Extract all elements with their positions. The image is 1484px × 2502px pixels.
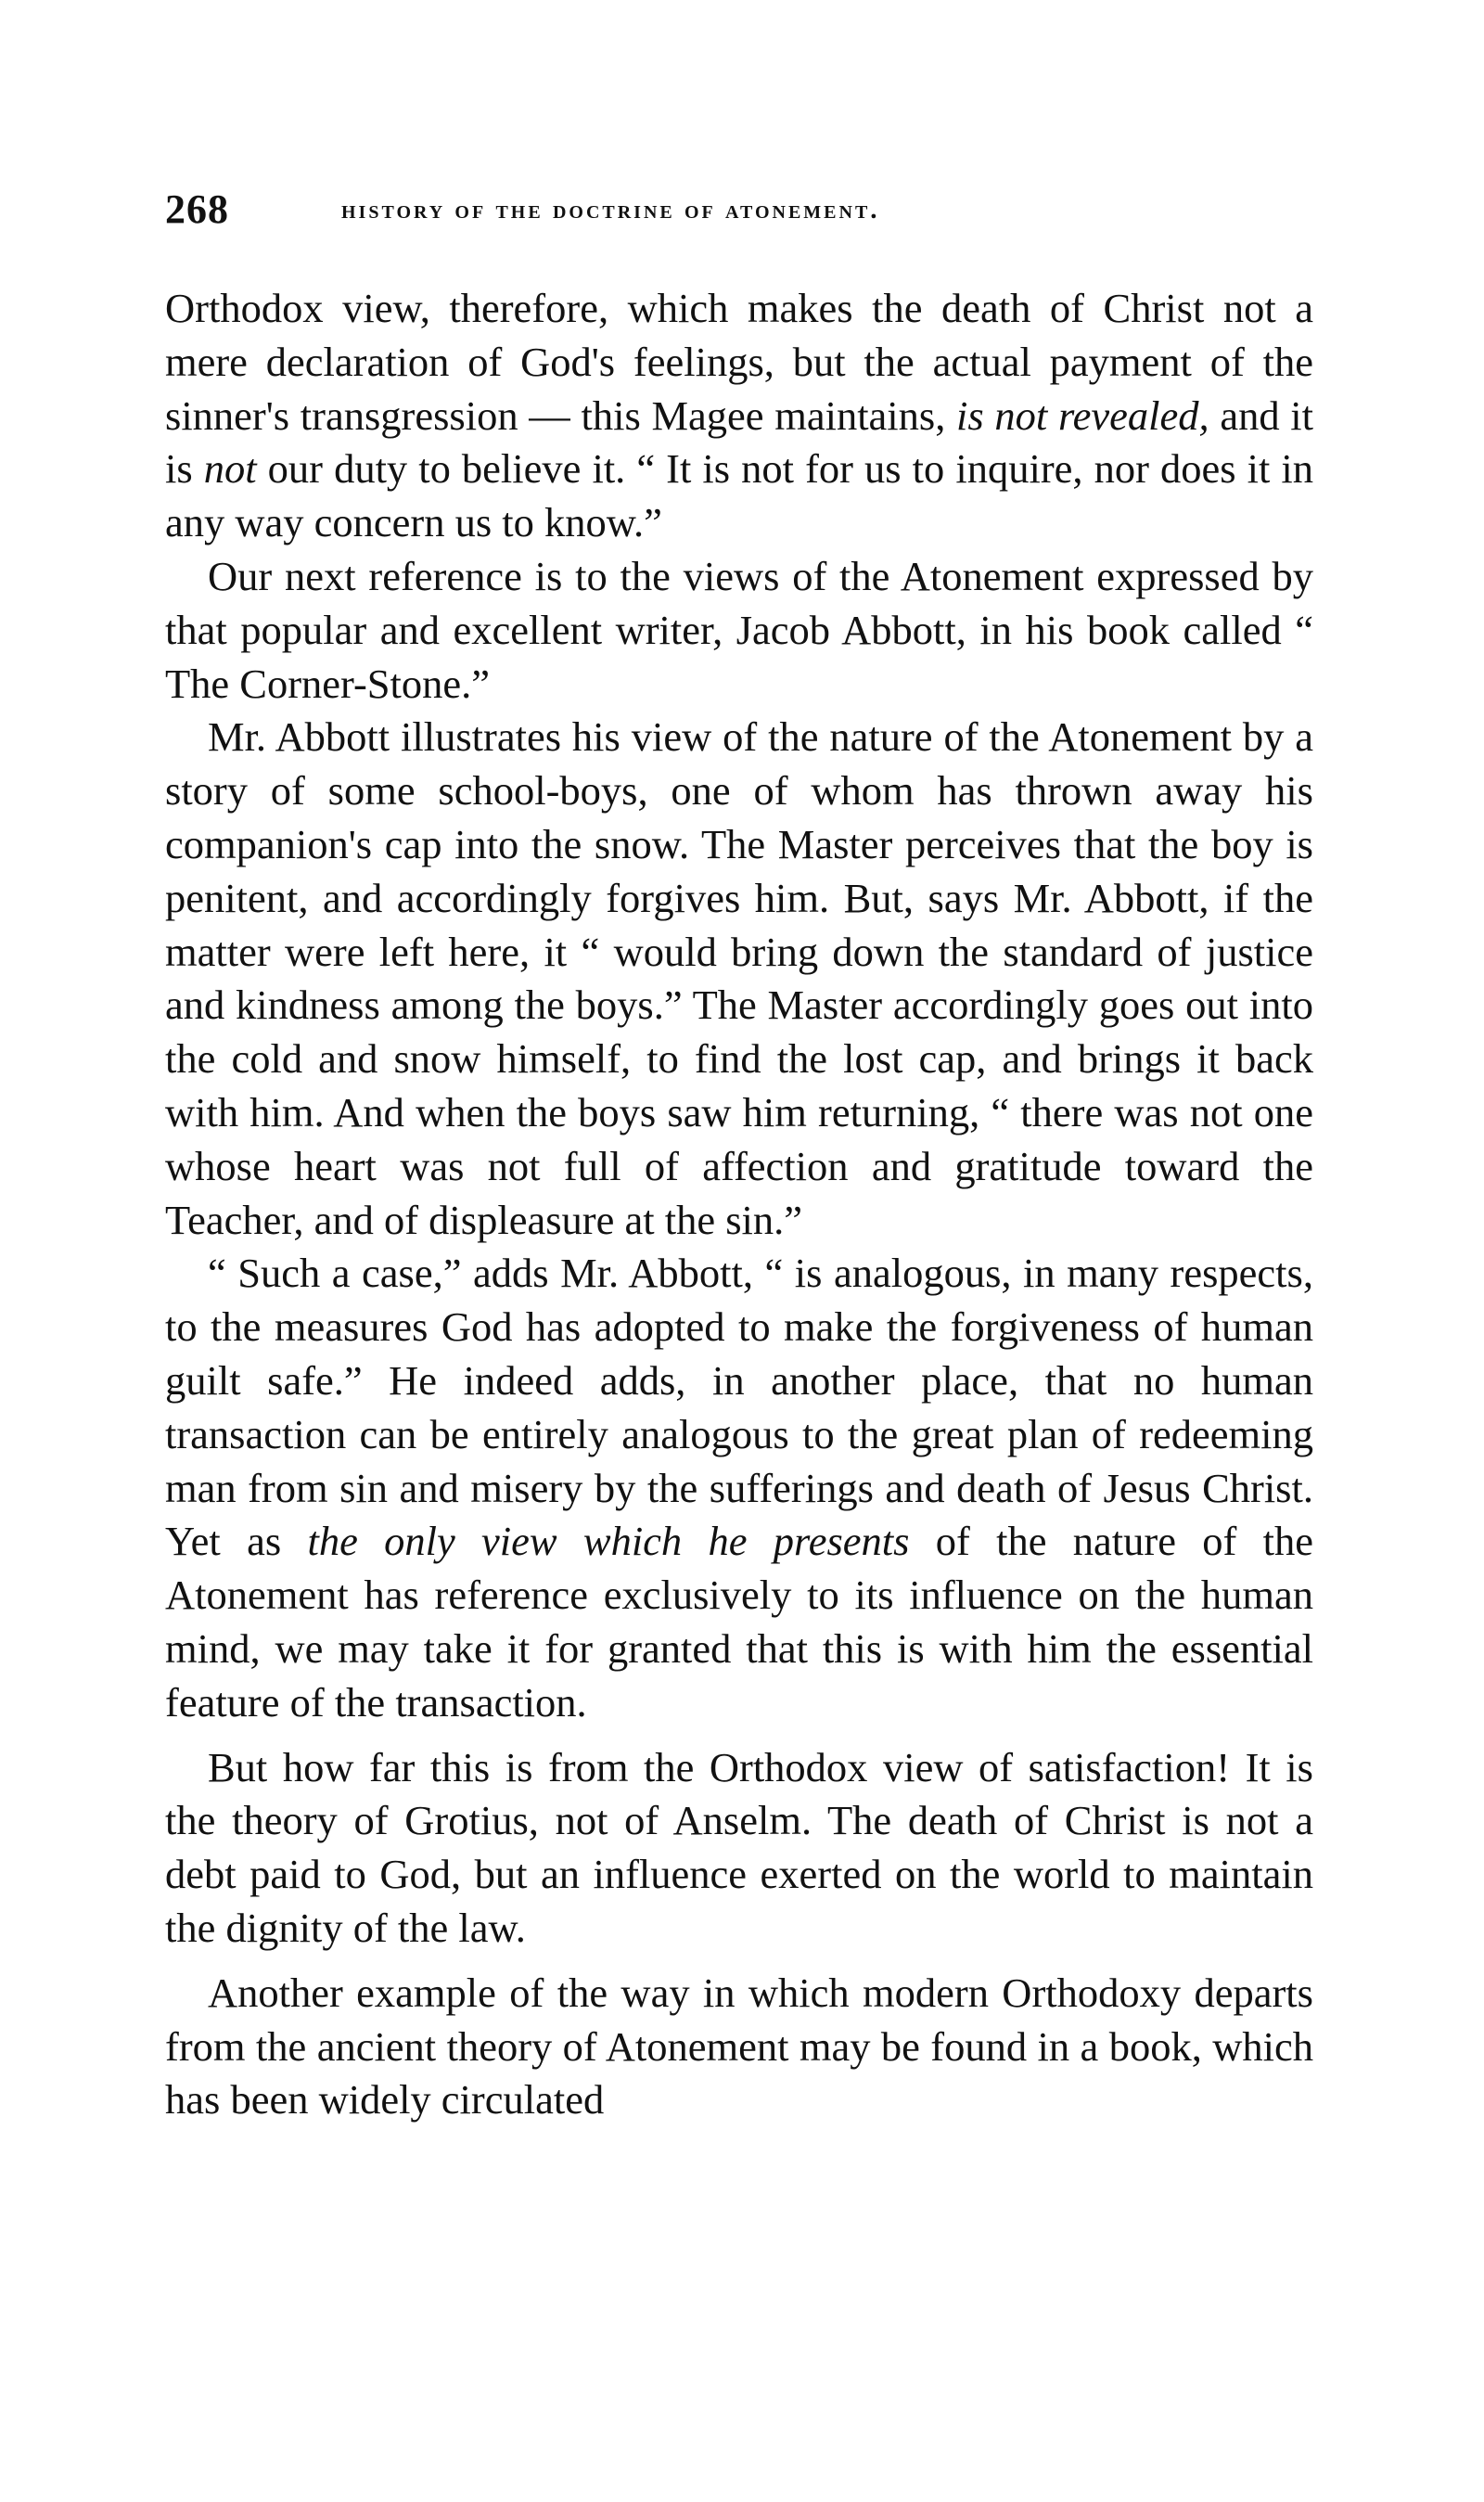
paragraph-2-text: Our next reference is to the views of the Atonement expressed by that popular and excellent writer, Jacob Abbott, in his book called “ The Corner-Stone.”: [165, 552, 1313, 707]
paragraph-4-italic: the only view which he presents: [307, 1518, 910, 1565]
page-header: [165, 186, 1324, 241]
paragraph-1-italic-b: not: [203, 445, 257, 493]
body-text: [165, 282, 1313, 2127]
paragraph-4: [165, 1247, 1313, 1729]
paragraph-5-text: But how far this is from the Orthodox view of satisfaction! It is the theory of Grotius, not of Anselm. The death of Christ is not a debt paid to God, but an influence exerted on the world to maintain the dignity of the law.: [165, 1743, 1313, 1951]
paragraph-1-text-a: Orthodox view, therefore, which makes the death of Christ not a mere declaration of God's feelings, but the actual payment of the sinner's transgression — this Magee maintains,: [165, 285, 1313, 439]
paragraph-6: [165, 1967, 1313, 2127]
paragraph-6-text: Another example of the way in which modern Orthodoxy departs from the ancient theory of Atonement may be found in a book, which has been widely circulated: [165, 1969, 1313, 2123]
paragraph-1-text-c: our duty to believe it. “ It is not for us to inquire, nor does it in any way concern us to know.”: [165, 445, 1313, 546]
paragraph-2: [165, 550, 1313, 711]
paragraph-3: [165, 711, 1313, 1247]
paragraph-1-italic-a: is not revealed,: [956, 391, 1209, 439]
paragraph-1-text-b: and it is: [165, 391, 1313, 493]
paragraph-4-text-a: “ Such a case,” adds Mr. Abbott, “ is analogous, in many respects, to the measures God has adopted to make the forgiveness of human guilt safe.” He indeed adds, in another place, that no human transaction can be entirely analogous to the great plan of redeeming man from sin and misery by the sufferings and death of Jesus Christ. Yet as: [165, 1250, 1313, 1565]
paragraph-1: [165, 282, 1313, 550]
paragraph-5: [165, 1741, 1313, 1956]
paragraph-3-text: Mr. Abbott illustrates his view of the nature of the Atonement by a story of some school-boys, one of whom has thrown away his companion's cap into the snow. The Master perceives that the boy is penitent, and accordingly forgives him. But, says Mr. Abbott, if the matter were left here, it “ would bring down the standard of justice and kindness among the boys.” The Master accordingly goes out into the cold and snow himself, to find the lost cap, and brings it back with him. And when the boys saw him returning, “ there was not one whose heart was not full of affection and gratitude toward the Teacher, and of displeasure at the sin.”: [165, 713, 1313, 1243]
page-number: 268: [165, 186, 229, 232]
paragraph-4-text-b: of the nature of the Atonement has reference exclusively to its influence on the human mind, we may take it for granted that this is with him the essential feature of the transaction.: [165, 1518, 1313, 1726]
running-head: history of the doctrine of atonement.: [341, 195, 880, 225]
